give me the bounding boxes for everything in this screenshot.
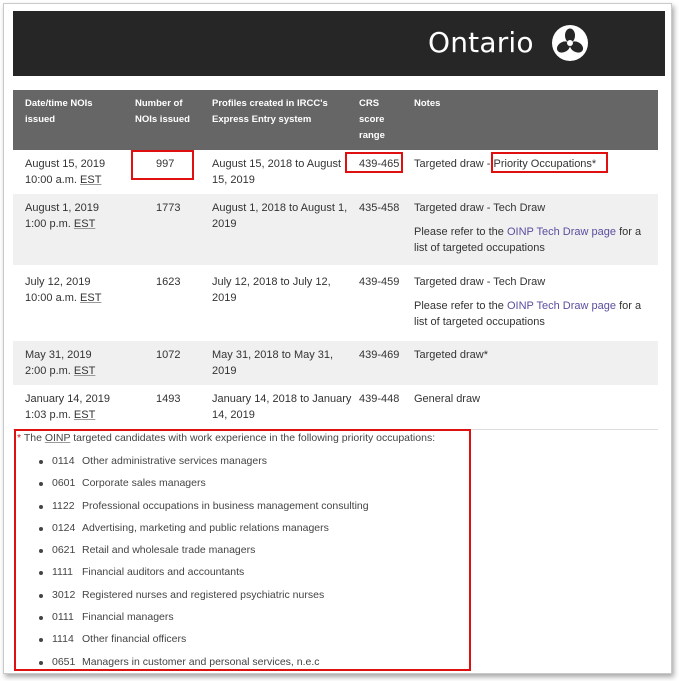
noc-code: 0114 (52, 455, 75, 467)
occupation-title: Advertising, marketing and public relations managers (82, 521, 329, 534)
noc-code: 1111 (52, 566, 74, 579)
noi-count: 1072 (156, 349, 181, 361)
timezone-abbr[interactable]: EST (80, 292, 102, 304)
profile-range: July 12, 2018 to July 12, 2019 (212, 276, 331, 304)
highlight-box (14, 429, 471, 671)
noc-code: 3012 (52, 588, 76, 601)
ontario-logo-text: Ontario (428, 26, 534, 59)
profile-range: May 31, 2018 to May 31, 2019 (212, 349, 334, 377)
occupation-title: Other financial officers (82, 633, 187, 646)
table-row (13, 194, 658, 265)
column-header-notes: Notes (414, 98, 441, 109)
refer-text: Please refer to the OINP Tech Draw page for a list of targeted occupations (414, 226, 642, 254)
crs-range: 439-448 (359, 393, 400, 405)
draw-note: General draw (414, 393, 481, 405)
noi-count: 1623 (156, 276, 181, 288)
occupation-title: Professional occupations in business management consulting (82, 499, 369, 512)
timezone-abbr[interactable]: EST (73, 365, 96, 377)
draw-note: Targeted draw - Tech Draw (414, 276, 546, 288)
draw-date: August 1, 2019 (25, 202, 100, 214)
draw-time: 10:00 a.m. (25, 174, 77, 186)
noc-code: 1114 (52, 633, 74, 646)
profile-range: August 15, 2018 to August 15, 2019 (212, 158, 342, 186)
draw-note: Targeted draw* (414, 349, 488, 361)
draw-time: 1:00 p.m. (25, 218, 71, 230)
highlight-box (345, 152, 403, 173)
timezone-abbr[interactable]: EST (73, 409, 96, 421)
footnote-asterisk: * (17, 432, 22, 444)
draw-date: January 14, 2019 (25, 393, 111, 405)
draw-note: Targeted draw - (414, 158, 491, 170)
refer-text: Please refer to the OINP Tech Draw page for a list of targeted occupations (414, 300, 642, 328)
timezone-abbr[interactable]: EST (73, 218, 96, 230)
site-header (13, 11, 665, 76)
occupation-title: Financial auditors and accountants (82, 566, 245, 579)
table-row (13, 341, 658, 385)
crs-range: 439-459 (359, 276, 400, 288)
noc-code: 0111 (52, 611, 74, 624)
crs-range: 435-458 (359, 202, 400, 214)
draw-date: August 15, 2019 (25, 158, 106, 170)
occupation-title: Registered nurses and registered psychiatric nurses (82, 588, 325, 601)
noi-count: 997 (156, 158, 175, 170)
draw-time: 1:03 p.m. (25, 409, 71, 421)
crs-range: 439-469 (359, 349, 400, 361)
occupation-title: Managers in customer and personal services, n.e.c (82, 655, 320, 668)
priority-occupations-link[interactable]: Priority Occupations* (493, 158, 597, 170)
noi-count: 1493 (156, 393, 181, 405)
draw-time: 10:00 a.m. (25, 292, 77, 304)
tech-draw-page-link[interactable]: OINP Tech Draw page (506, 300, 616, 312)
table-row (13, 265, 658, 341)
column-header-profiles: Profiles created in IRCC's Express Entry system (212, 98, 328, 125)
tech-draw-page-link[interactable]: OINP Tech Draw page (506, 226, 616, 238)
highlight-box (131, 150, 194, 180)
occupation-title: Other administrative services managers (82, 455, 267, 467)
draw-note: Targeted draw - Tech Draw (414, 202, 546, 214)
noc-code: 1122 (52, 499, 75, 512)
crs-range: 439-465 (359, 158, 400, 170)
noc-code: 0124 (52, 521, 76, 534)
oinp-link[interactable]: OINP (44, 432, 71, 444)
noc-code: 0651 (52, 655, 76, 668)
ontario-trillium-icon (551, 24, 589, 62)
draw-time: 2:00 p.m. (25, 365, 71, 377)
noi-count: 1773 (156, 202, 181, 214)
timezone-abbr[interactable]: EST (80, 174, 102, 186)
table-row (13, 385, 658, 430)
noc-code: 0601 (52, 477, 76, 490)
profile-range: August 1, 2018 to August 1, 2019 (212, 202, 348, 230)
noc-code: 0621 (52, 544, 76, 557)
column-header-crs: CRS score range (359, 98, 385, 141)
column-header-date: Date/time NOIs issued (25, 98, 93, 125)
profile-range: January 14, 2018 to January 14, 2019 (212, 393, 352, 421)
column-header-count: Number of NOIs issued (135, 98, 190, 125)
table-header (13, 90, 658, 150)
highlight-box (491, 152, 608, 173)
occupation-title: Corporate sales managers (82, 477, 206, 490)
draw-date: July 12, 2019 (25, 276, 91, 288)
occupation-title: Financial managers (82, 611, 174, 624)
draw-date: May 31, 2019 (25, 349, 92, 361)
occupation-title: Retail and wholesale trade managers (82, 544, 256, 557)
